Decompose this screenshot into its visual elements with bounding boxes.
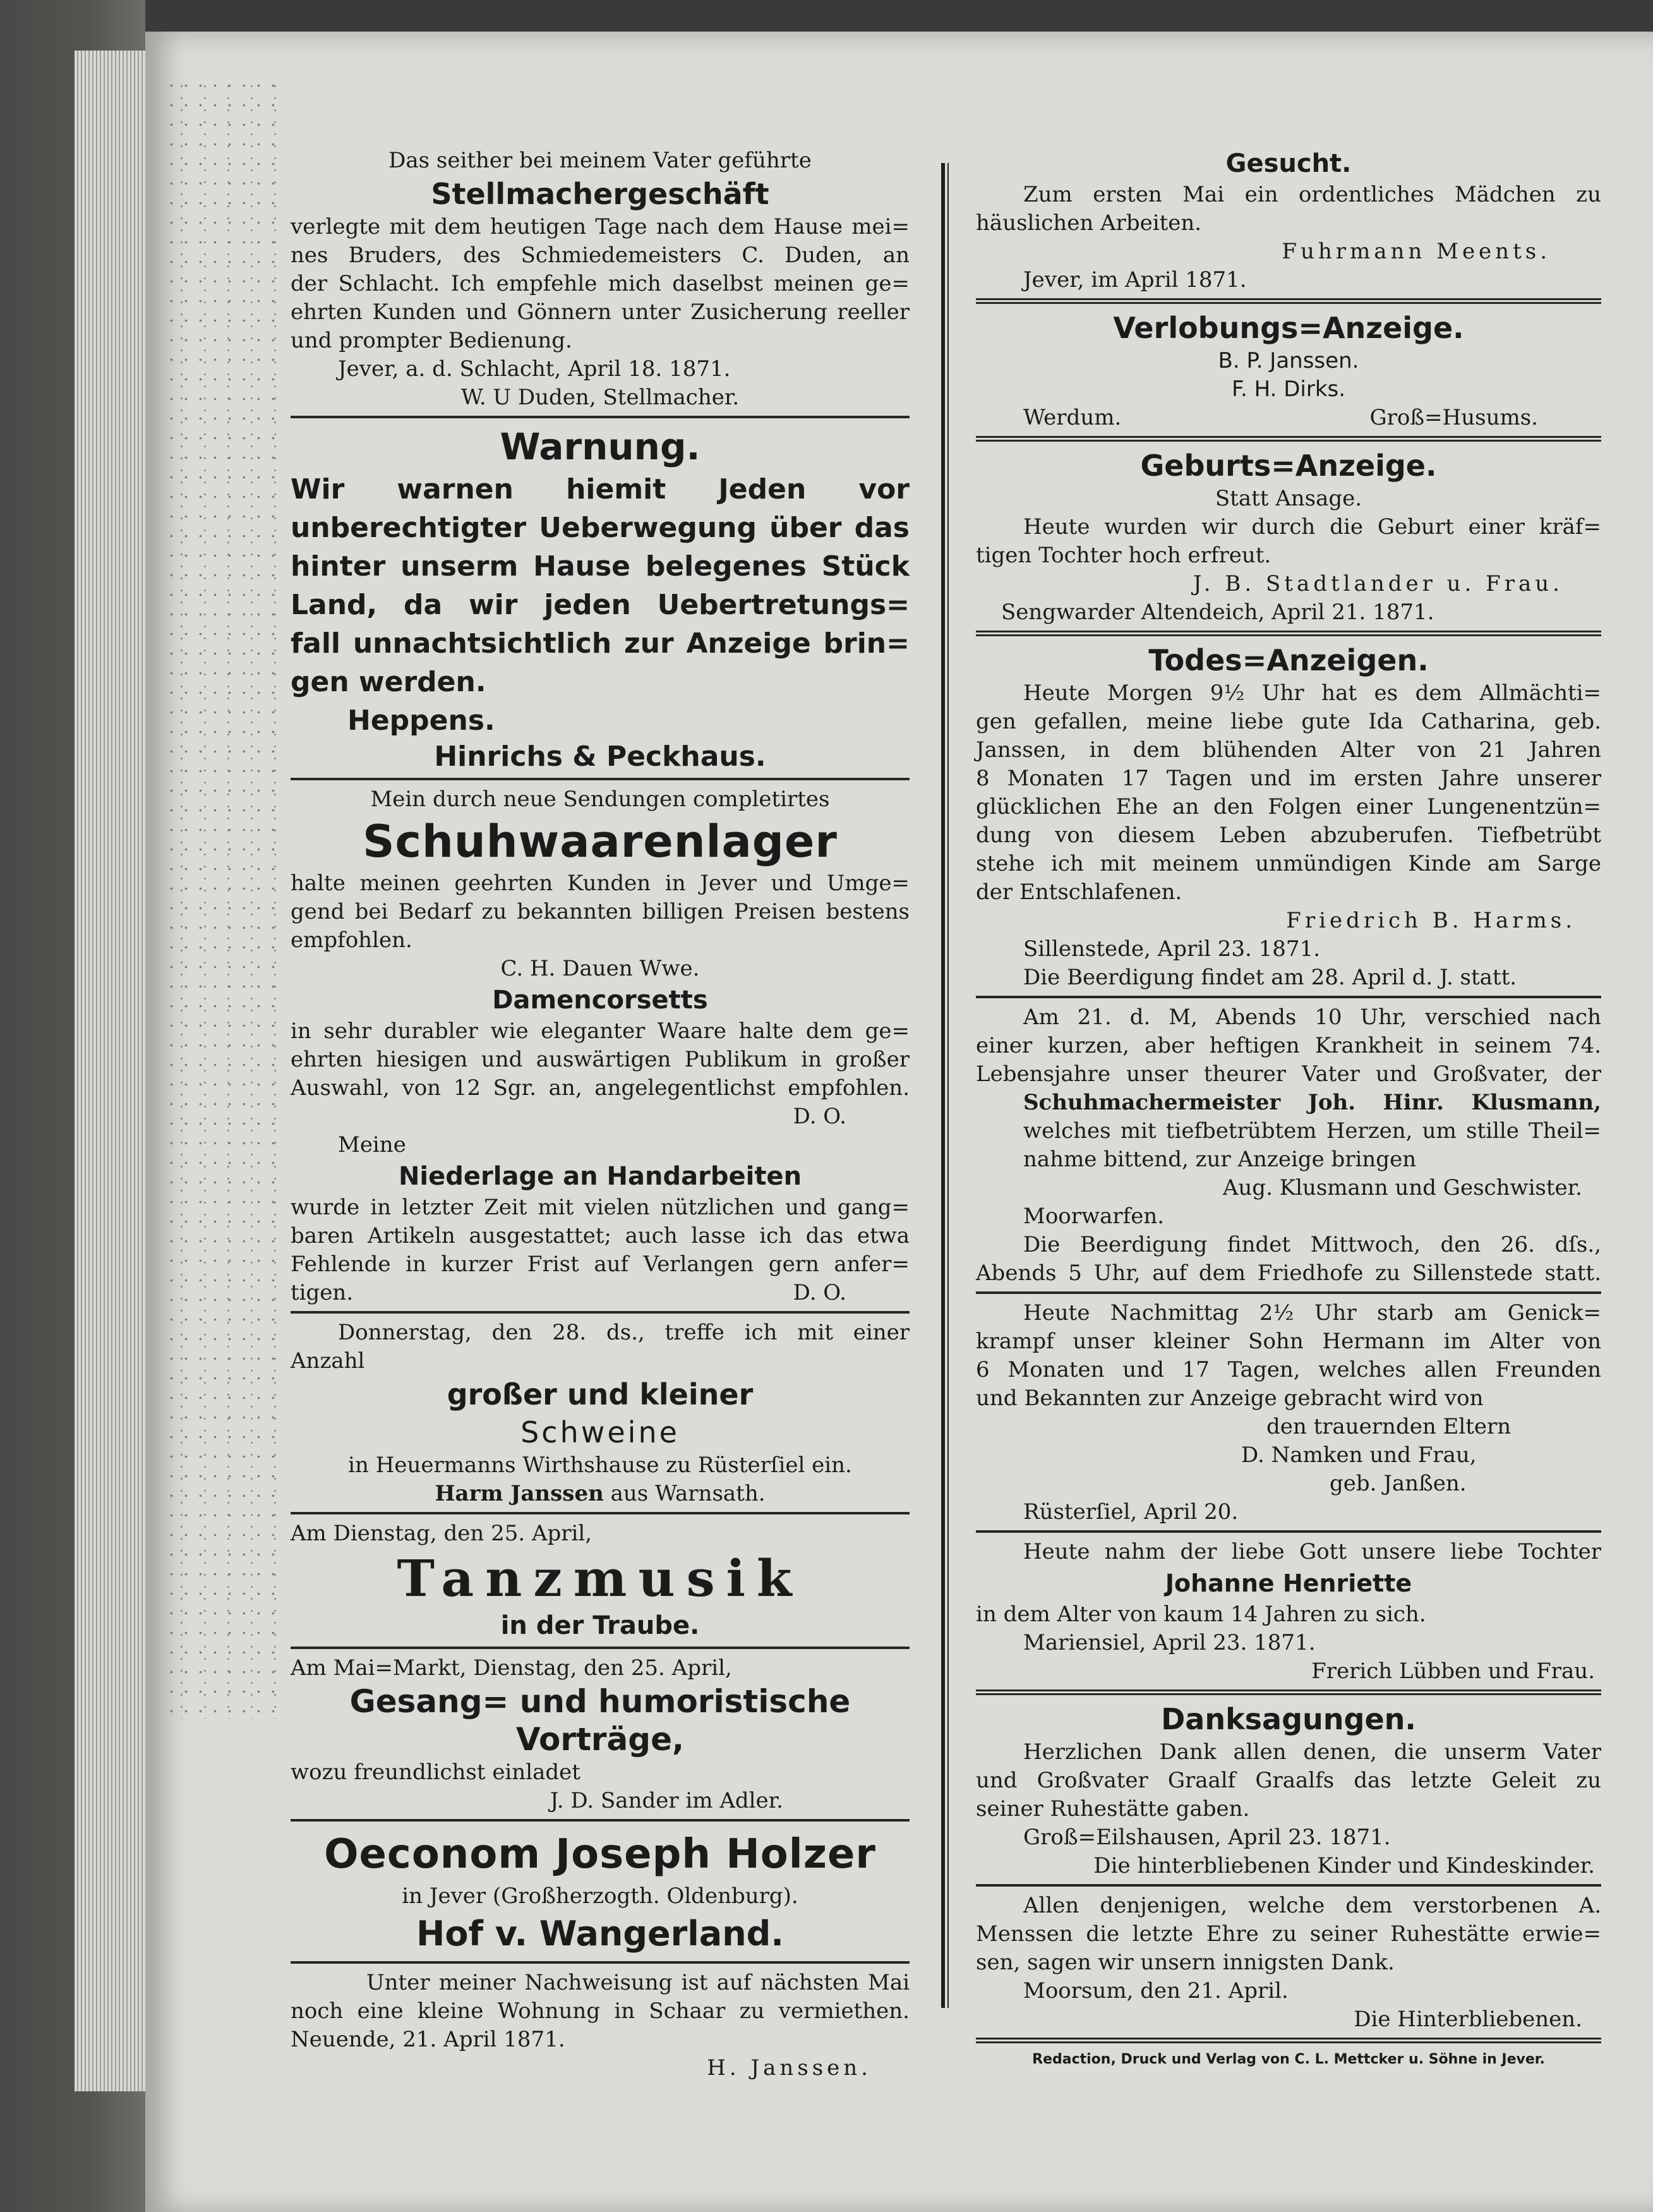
separator: [291, 1512, 910, 1514]
ad-signature: geb. Janßen.: [1330, 1471, 1467, 1496]
ad-signature: Harm Janssen: [435, 1481, 604, 1506]
ad-line: sen, sagen wir unsern innigsten Dank.: [976, 1950, 1395, 1975]
ad-line: und prompter Bedienung.: [291, 328, 572, 353]
ad-place-date: Rüsterſiel, April 20.: [1023, 1499, 1239, 1525]
ad-klusmann: [976, 1003, 1601, 1288]
ad-intro: Am Dienstag, den 25. April,: [291, 1521, 592, 1546]
page-stains: [164, 76, 278, 1719]
separator: [976, 631, 1601, 636]
ad-line: Auswahl, von 12 Sgr. an, angelegentlichst empfohlen.: [291, 1075, 910, 1101]
ad-gesucht: [976, 147, 1601, 294]
ad-note: Abends 5 Uhr, auf dem Friedhofe zu Sillenstede statt.: [976, 1260, 1601, 1286]
ad-holzer: [291, 1827, 910, 1957]
ad-line: baren Artikeln ausgestattet; auch lasse ich das etwa: [291, 1223, 910, 1248]
separator: [976, 1689, 1601, 1695]
ad-title-2: Hof v. Wangerland.: [416, 1914, 784, 1954]
ad-sub: Statt Ansage.: [1215, 486, 1362, 511]
ad-line: ehrten Kunden und Gönnern unter Zusicherung reeller: [291, 299, 910, 325]
ad-line: Menssen die letzte Ehre zu seiner Ruhestätte erwie=: [976, 1921, 1601, 1947]
ad-line: Zum ersten Mai ein ordentliches Mädchen zu: [1023, 182, 1601, 207]
ad-note: Die Beerdigung findet am 28. April d. J. statt.: [1023, 965, 1517, 990]
ad-namken: [976, 1299, 1601, 1526]
ad-signature: Friedrich B. Harms.: [1286, 908, 1576, 933]
ad-line: Allen denjenigen, welche dem verstorbenen A.: [1023, 1893, 1601, 1918]
ad-place-date: Jever, im April 1871.: [1023, 267, 1247, 293]
ad-footer: [291, 1279, 910, 1307]
separator: [976, 436, 1601, 442]
column-divider-inner: [947, 163, 949, 2008]
ad-signature: D. O.: [793, 1280, 846, 1305]
ad-place: in Heuermanns Wirthshause zu Rüsterſiel ein.: [348, 1453, 852, 1478]
ad-wohnung: [291, 1969, 910, 2082]
ad-line: Herzlichen Dank allen denen, die unserm Vater: [1023, 1739, 1601, 1765]
ad-place-date: Neuende, 21. April 1871.: [291, 2027, 565, 2052]
ad-line: einer kurzen, aber heftigen Krankheit in seinem 74.: [976, 1033, 1601, 1058]
ad-line: in dem Alter von kaum 14 Jahren zu sich.: [976, 1602, 1426, 1627]
ad-line: Heute Nachmittag 2½ Uhr starb am Genick=: [1023, 1300, 1601, 1326]
ad-title: Warnung.: [500, 425, 700, 468]
ad-line: 6 Monaten und 17 Tagen, welches allen Freunden: [976, 1357, 1601, 1382]
ad-line: Anzahl: [291, 1348, 365, 1374]
ad-signature: W. U Duden, Stellmacher.: [460, 385, 740, 410]
ad-line: Heute Morgen 9½ Uhr hat es dem Allmächti=: [1023, 680, 1601, 706]
ad-title: Danksagungen.: [1161, 1702, 1416, 1736]
ad-line: Wir warnen hiemit Jeden vor: [291, 473, 910, 505]
separator: [291, 1311, 910, 1314]
ad-line: Janssen, in dem blühenden Alter von 21 Jahren: [976, 737, 1601, 763]
ad-line: häuslichen Arbeiten.: [976, 210, 1202, 236]
separator: [976, 1291, 1601, 1294]
separator: [291, 1819, 910, 1822]
ad-line: Heute wurden wir durch die Geburt einer kräf=: [1023, 514, 1601, 540]
ad-place-date: Mariensiel, April 23. 1871.: [1023, 1630, 1316, 1655]
ad-title-2: Schweine: [520, 1415, 680, 1449]
ad-title: Schuhwaarenlager: [363, 816, 838, 867]
separator: [976, 1530, 1601, 1533]
ad-line: nes Bruders, des Schmiedemeisters C. Duden, an: [291, 243, 910, 268]
ad-signature: den trauernden Eltern: [1266, 1414, 1512, 1439]
left-column: [291, 147, 910, 2082]
ad-line: ehrten hiesigen und auswärtigen Publikum in großer: [291, 1047, 910, 1072]
separator: [291, 1647, 910, 1649]
ad-verlobung: [976, 309, 1601, 432]
ad-geburt: [976, 447, 1601, 627]
ad-line: tigen Tochter hoch erfreut.: [976, 543, 1271, 568]
separator: [291, 1961, 910, 1964]
ad-line: Fehlende in kurzer Frist auf Verlangen gern anfer=: [291, 1252, 910, 1277]
ad-title: Verlobungs=Anzeige.: [1113, 311, 1464, 345]
ad-title: Gesucht.: [1225, 149, 1352, 178]
ad-name: B. P. Janssen.: [1218, 348, 1359, 373]
ad-line: glücklichen Ehe an den Folgen einer Lungenentzün=: [976, 794, 1601, 819]
ad-place-date: Moorsum, den 21. April.: [1023, 1978, 1289, 2003]
ad-sub: in der Traube.: [500, 1611, 700, 1640]
ad-line: seiner Ruhestätte gaben.: [976, 1796, 1250, 1822]
ad-line: und Bekannten zur Anzeige gebracht wird von: [976, 1386, 1484, 1411]
ad-line: und Großvater Graalf Graalfs das letzte Geleit zu: [976, 1768, 1601, 1793]
ad-title: Oeconom Joseph Holzer: [324, 1831, 876, 1878]
ad-line: wurde in letzter Zeit mit vielen nützlichen und gang=: [291, 1195, 910, 1220]
ad-title: Tanzmusik: [397, 1549, 803, 1608]
ad-luebben: [976, 1538, 1601, 1686]
ad-title-2: Vorträge,: [516, 1721, 684, 1758]
ad-signature-row: [291, 1480, 910, 1508]
ad-signature: Hinrichs & Peckhaus.: [434, 740, 766, 773]
ad-line: Heute nahm der liebe Gott unsere liebe Tochter: [1023, 1539, 1601, 1564]
ad-signature: Fuhrmann Meents.: [1282, 239, 1551, 264]
ad-line: der Entschlafenen.: [976, 879, 1182, 905]
ad-place: Groß=Husums.: [1369, 405, 1538, 430]
ad-place-date: Jever, a. d. Schlacht, April 18. 1871.: [338, 356, 731, 382]
ad-title: Todes=Anzeigen.: [1148, 643, 1429, 677]
ad-line: wozu freundlichst einladet: [291, 1760, 580, 1785]
ad-line: unberechtigter Ueberwegung über das: [291, 512, 910, 544]
ad-signature: Aug. Klusmann und Geschwister.: [1222, 1175, 1582, 1200]
ad-line: fall unnachtsichtlich zur Anzeige brin=: [291, 627, 910, 660]
ad-todes: [976, 641, 1601, 992]
ad-title-handarbeiten: Niederlage an Handarbeiten: [398, 1162, 802, 1191]
ad-line: in sehr durabler wie eleganter Waare halte dem ge=: [291, 1018, 910, 1044]
ad-title: Stellmachergeschäft: [431, 177, 769, 211]
ad-signature: D. Namken und Frau,: [1241, 1442, 1477, 1468]
ad-signature: H. Janssen.: [707, 2055, 872, 2081]
ad-note: Die Beerdigung findet Mittwoch, den 26. dſs.,: [1023, 1232, 1601, 1257]
ad-name: Johanne Henriette: [1165, 1569, 1412, 1597]
ad-line: stehe ich mit meinem unmündigen Kinde am Sarge: [976, 851, 1601, 876]
ad-gesang: [291, 1654, 910, 1815]
ad-line: Lebensjahre unser theurer Vater und Großvater, der: [976, 1061, 1601, 1087]
ad-places: [976, 404, 1601, 432]
ad-line: Donnerstag, den 28. ds., treffe ich mit einer: [338, 1320, 910, 1345]
ad-intro: Am Mai=Markt, Dienstag, den 25. April,: [291, 1655, 732, 1681]
ad-title: Gesang= und humoristische: [349, 1683, 851, 1720]
separator: [291, 416, 910, 418]
ad-intro: Meine: [338, 1132, 406, 1157]
ad-line: empfohlen.: [291, 928, 412, 953]
ad-line: hinter unserm Hause belegenes Stück: [291, 550, 910, 583]
ad-line: gend bei Bedarf zu bekannten billigen Preisen bestens: [291, 899, 910, 924]
ad-line: Unter meiner Nachweisung ist auf nächsten Mai: [366, 1970, 910, 1995]
ad-name: F. H. Dirks.: [1231, 377, 1346, 402]
ad-line: der Schlacht. Ich empfehle mich daselbst meinen ge=: [291, 271, 910, 296]
ad-danksagungen: [976, 1700, 1601, 1880]
ad-schuhwaaren: [291, 785, 910, 1307]
ad-signature: J. B. Stadtlander u. Frau.: [1193, 571, 1563, 596]
ad-place: Moorwarfen.: [1023, 1204, 1165, 1229]
separator: [976, 2038, 1601, 2043]
ad-signature: Die Hinterbliebenen.: [1354, 2007, 1582, 2032]
ad-line: noch eine kleine Wohnung in Schaar zu vermiethen.: [291, 1998, 910, 2024]
separator: [291, 778, 910, 780]
ad-line: krampf unser kleiner Sohn Hermann im Alter von: [976, 1329, 1601, 1354]
ad-line: gen werden.: [291, 666, 486, 698]
ad-intro: Das seither bei meinem Vater geführte: [388, 148, 812, 173]
ad-line: verlegte mit dem heutigen Tage nach dem Hause mei=: [291, 214, 910, 239]
separator: [976, 298, 1601, 304]
imprint: Redaction, Druck und Verlag von C. L. Mettcker u. Söhne in Jever.: [1032, 2052, 1545, 2067]
ad-signature-suffix: aus Warnsath.: [610, 1481, 766, 1506]
ad-title: großer und kleiner: [447, 1377, 754, 1411]
ad-title-corsetts: Damencorsetts: [492, 986, 708, 1015]
ad-signature: Die hinterbliebenen Kinder und Kindeskinder.: [1093, 1853, 1595, 1878]
ad-tanzmusik: [291, 1520, 910, 1643]
ad-signature: D. O.: [793, 1104, 846, 1129]
ad-intro: Mein durch neue Sendungen completirtes: [370, 787, 830, 812]
ad-signature: C. H. Dauen Wwe.: [500, 956, 700, 981]
separator: [976, 1884, 1601, 1887]
column-divider: [941, 163, 945, 2008]
ad-place-date: Sengwarder Altendeich, April 21. 1871.: [1001, 600, 1434, 625]
right-column: [976, 147, 1601, 2071]
ad-schweine: [291, 1319, 910, 1508]
separator: [976, 996, 1601, 998]
ad-menssen: [976, 1892, 1601, 2034]
ad-place: Heppens.: [347, 704, 495, 737]
ad-line: Schuhmachermeister Joh. Hinr. Klusmann,: [1023, 1090, 1601, 1115]
ad-line: 8 Monaten 17 Tagen und im ersten Jahre unserer: [976, 766, 1601, 791]
ad-line: dung von diesem Leben abzuberufen. Tiefbetrübt: [976, 823, 1601, 848]
ad-signature: J. D. Sander im Adler.: [550, 1788, 783, 1813]
ad-line: Land, da wir jeden Uebertretungs=: [291, 589, 910, 621]
ad-line: welches mit tiefbetrübtem Herzen, um stille Theil=: [1023, 1118, 1601, 1144]
ad-line: halte meinen geehrten Kunden in Jever und Umge=: [291, 871, 910, 896]
ad-line: Am 21. d. M, Abends 10 Uhr, verschied nach: [1023, 1005, 1601, 1030]
ad-place-date: Groß=Eilshausen, April 23. 1871.: [1023, 1825, 1391, 1850]
ad-place: Werdum.: [1023, 405, 1122, 430]
ad-signature: Frerich Lübben und Frau.: [1311, 1659, 1595, 1684]
ad-stellmacher: [291, 147, 910, 412]
ad-line: gen gefallen, meine liebe gute Ida Catharina, geb.: [976, 709, 1601, 734]
ad-place-date: Sillenstede, April 23. 1871.: [1023, 936, 1321, 962]
ad-line: in Jever (Großherzogth. Oldenburg).: [402, 1883, 798, 1909]
ad-line: nahme bittend, zur Anzeige bringen: [1023, 1147, 1417, 1172]
ad-line: tigen.: [291, 1280, 354, 1305]
ad-title: Geburts=Anzeige.: [1140, 449, 1437, 483]
ad-warnung: [291, 423, 910, 774]
